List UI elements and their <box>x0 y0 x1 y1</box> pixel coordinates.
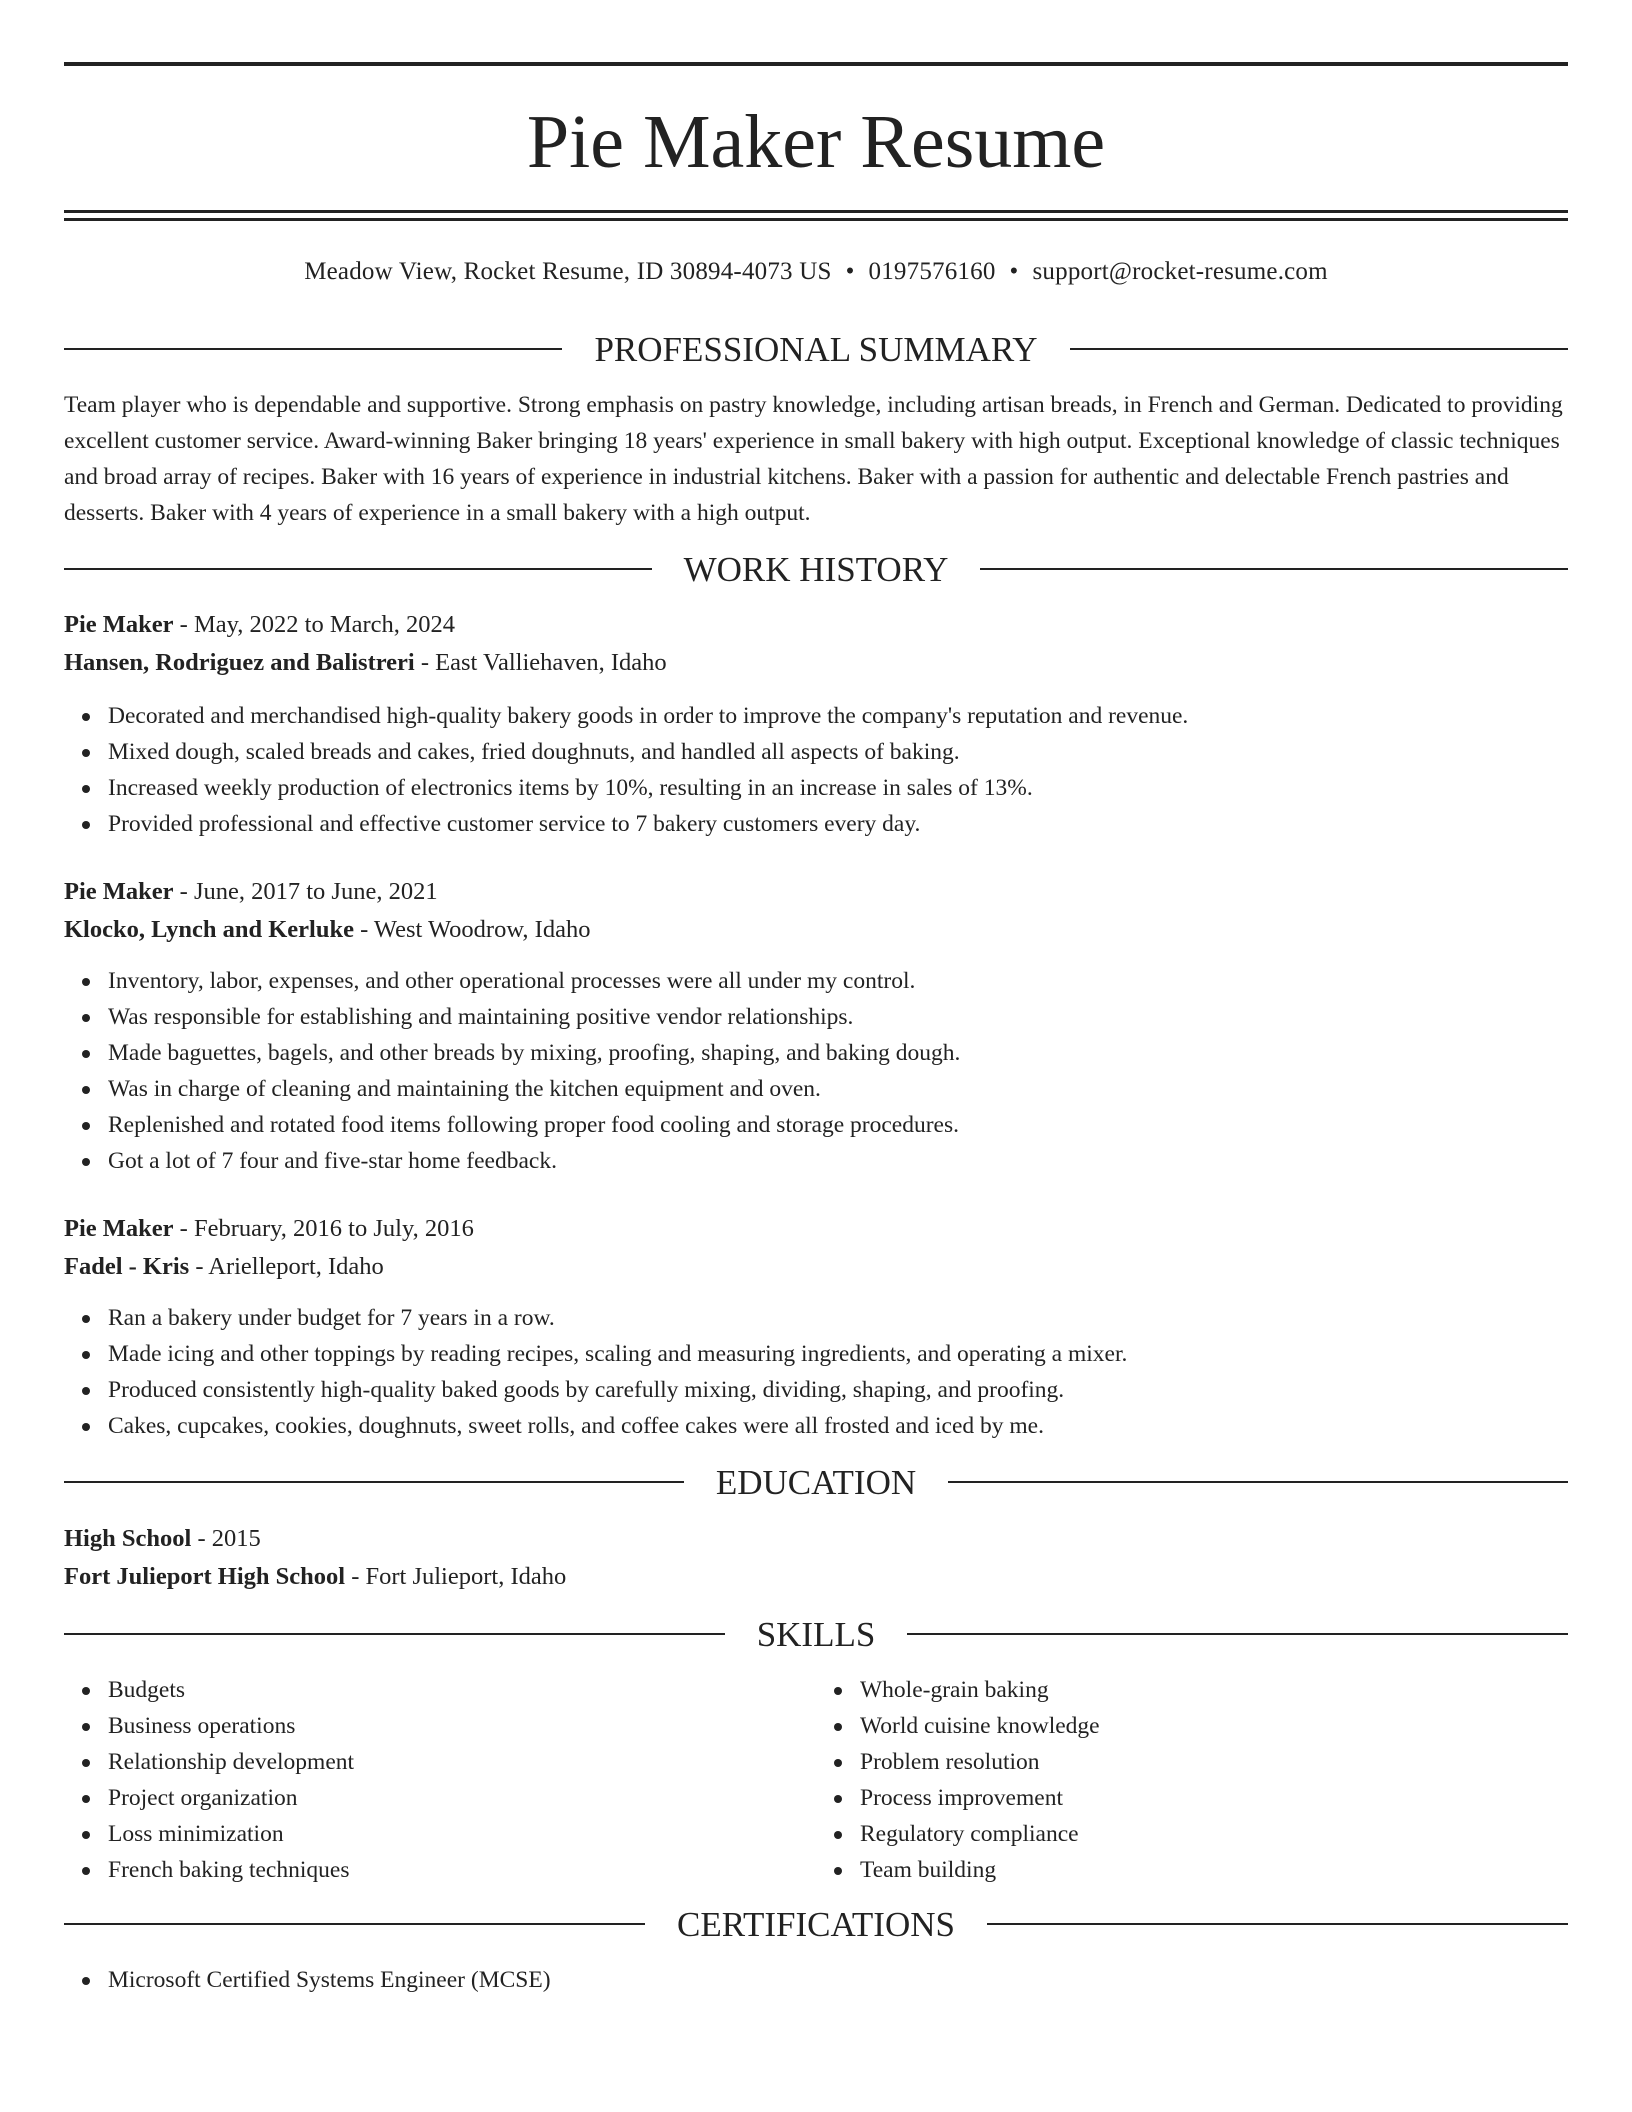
job-company-line <box>64 644 1568 682</box>
list-item: Mixed dough, scaled breads and cakes, fried doughnuts, and handled all aspects of baking. <box>108 734 1568 770</box>
job-bullets <box>64 963 1568 1179</box>
list-item: Cakes, cupcakes, cookies, doughnuts, sweet rolls, and coffee cakes were all frosted and iced by me. <box>108 1408 1568 1444</box>
job-company: Klocko, Lynch and Kerluke <box>64 916 354 943</box>
list-item: Regulatory compliance <box>860 1816 1568 1852</box>
education-degree: High School <box>64 1525 192 1552</box>
section-title: SKILLS <box>756 1614 876 1654</box>
job-title: Pie Maker <box>64 1215 174 1242</box>
list-item: Produced consistently high-quality baked goods by carefully mixing, dividing, shaping, and proofing. <box>108 1372 1568 1408</box>
section-heading-summary <box>64 327 1568 371</box>
job-title-line <box>64 873 1568 911</box>
list-item: Microsoft Certified Systems Engineer (MCSE) <box>108 1962 1568 1998</box>
skills-list <box>64 1672 1568 1888</box>
list-item: Decorated and merchandised high-quality bakery goods in order to improve the company's reputation and revenue. <box>108 698 1568 734</box>
certifications-list <box>64 1962 1568 1998</box>
job-dates: - June, 2017 to June, 2021 <box>173 878 438 905</box>
job-location: - East Valliehaven, Idaho <box>414 649 667 676</box>
summary-text: Team player who is dependable and supportive. Strong emphasis on pastry knowledge, including artisan breads, in French and German. Dedicated to providing excellent customer service. Award-winning Baker bringing 18 years' experience in small bakery with high output. Exceptional knowledge of classic techniques and broad array of recipes. Baker with 16 years of experience in industrial kitchens. Baker with a passion for authentic and delectable French pastries and desserts. Baker with 4 years of experience in a small bakery with a high output. <box>64 392 1563 526</box>
education-degree-line <box>64 1520 1568 1558</box>
heading-rule <box>1070 348 1568 350</box>
heading-rule <box>64 568 652 570</box>
section-heading-work <box>64 547 1568 591</box>
list-item: Process improvement <box>860 1780 1568 1816</box>
education-school: Fort Julieport High School <box>64 1563 346 1590</box>
job-entry <box>64 1210 1568 1444</box>
job-title-line <box>64 606 1568 644</box>
list-item: Got a lot of 7 four and five-star home feedback. <box>108 1143 1568 1179</box>
list-item: French baking techniques <box>108 1852 816 1888</box>
heading-rule <box>980 568 1568 570</box>
job-dates: - February, 2016 to July, 2016 <box>173 1215 474 1242</box>
contact-phone: 0197576160 <box>868 258 996 285</box>
job-dates: - May, 2022 to March, 2024 <box>173 611 456 638</box>
list-item: Made baguettes, bagels, and other breads by mixing, proofing, shaping, and baking dough. <box>108 1035 1568 1071</box>
contact-line <box>64 258 1568 298</box>
section-heading-certifications <box>64 1902 1568 1946</box>
heading-rule <box>907 1633 1568 1635</box>
heading-rule <box>64 1923 645 1925</box>
education-entry <box>64 1520 1568 1596</box>
list-item: Team building <box>860 1852 1568 1888</box>
list-item: Provided professional and effective customer service to 7 bakery customers every day. <box>108 806 1568 842</box>
heading-rule <box>64 348 562 350</box>
heading-rule <box>64 1481 684 1483</box>
contact-separator: • <box>845 258 855 285</box>
contact-email: support@rocket-resume.com <box>1032 258 1328 285</box>
job-company-line <box>64 911 1568 949</box>
job-bullets <box>64 1300 1568 1444</box>
list-item: Whole-grain baking <box>860 1672 1568 1708</box>
list-item: Problem resolution <box>860 1744 1568 1780</box>
list-item: Was responsible for establishing and maintaining positive vendor relationships. <box>108 999 1568 1035</box>
job-company: Hansen, Rodriguez and Balistreri <box>64 649 415 676</box>
education-school-line <box>64 1558 1568 1596</box>
section-title: PROFESSIONAL SUMMARY <box>594 329 1038 369</box>
education-year: - 2015 <box>191 1525 261 1552</box>
job-location: - Arielleport, Idaho <box>189 1253 384 1280</box>
list-item: Loss minimization <box>108 1816 816 1852</box>
job-title: Pie Maker <box>64 878 174 905</box>
job-company: Fadel - Kris <box>64 1253 190 1280</box>
contact-separator: • <box>1009 258 1019 285</box>
list-item: Was in charge of cleaning and maintaining the kitchen equipment and oven. <box>108 1071 1568 1107</box>
job-location: - West Woodrow, Idaho <box>353 916 591 943</box>
list-item: Ran a bakery under budget for 7 years in a row. <box>108 1300 1568 1336</box>
job-company-line <box>64 1248 1568 1286</box>
section-heading-education <box>64 1460 1568 1504</box>
list-item: Made icing and other toppings by reading recipes, scaling and measuring ingredients, and operating a mixer. <box>108 1336 1568 1372</box>
section-title: WORK HISTORY <box>683 549 949 589</box>
list-item: Project organization <box>108 1780 816 1816</box>
heading-rule <box>987 1923 1568 1925</box>
section-title: CERTIFICATIONS <box>677 1904 955 1944</box>
list-item: Inventory, labor, expenses, and other operational processes were all under my control. <box>108 963 1568 999</box>
job-title: Pie Maker <box>64 611 174 638</box>
contact-address: Meadow View, Rocket Resume, ID 30894-4073 US <box>304 258 832 285</box>
top-rule <box>64 62 1568 66</box>
section-heading-skills <box>64 1612 1568 1656</box>
list-item: Replenished and rotated food items following proper food cooling and storage procedures. <box>108 1107 1568 1143</box>
job-title-line <box>64 1210 1568 1248</box>
skills-column-right <box>816 1672 1568 1888</box>
heading-rule <box>948 1481 1568 1483</box>
page-title: Pie Maker Resume <box>526 100 1106 184</box>
title-double-rule <box>64 210 1568 221</box>
job-entry <box>64 873 1568 1179</box>
list-item: Relationship development <box>108 1744 816 1780</box>
job-entry <box>64 606 1568 842</box>
education-location: - Fort Julieport, Idaho <box>345 1563 567 1590</box>
heading-rule <box>64 1633 725 1635</box>
skills-column-left <box>64 1672 816 1888</box>
list-item: World cuisine knowledge <box>860 1708 1568 1744</box>
list-item: Budgets <box>108 1672 816 1708</box>
job-bullets <box>64 698 1568 842</box>
section-title: EDUCATION <box>715 1462 917 1502</box>
list-item: Business operations <box>108 1708 816 1744</box>
list-item: Increased weekly production of electronics items by 10%, resulting in an increase in sales of 13%. <box>108 770 1568 806</box>
